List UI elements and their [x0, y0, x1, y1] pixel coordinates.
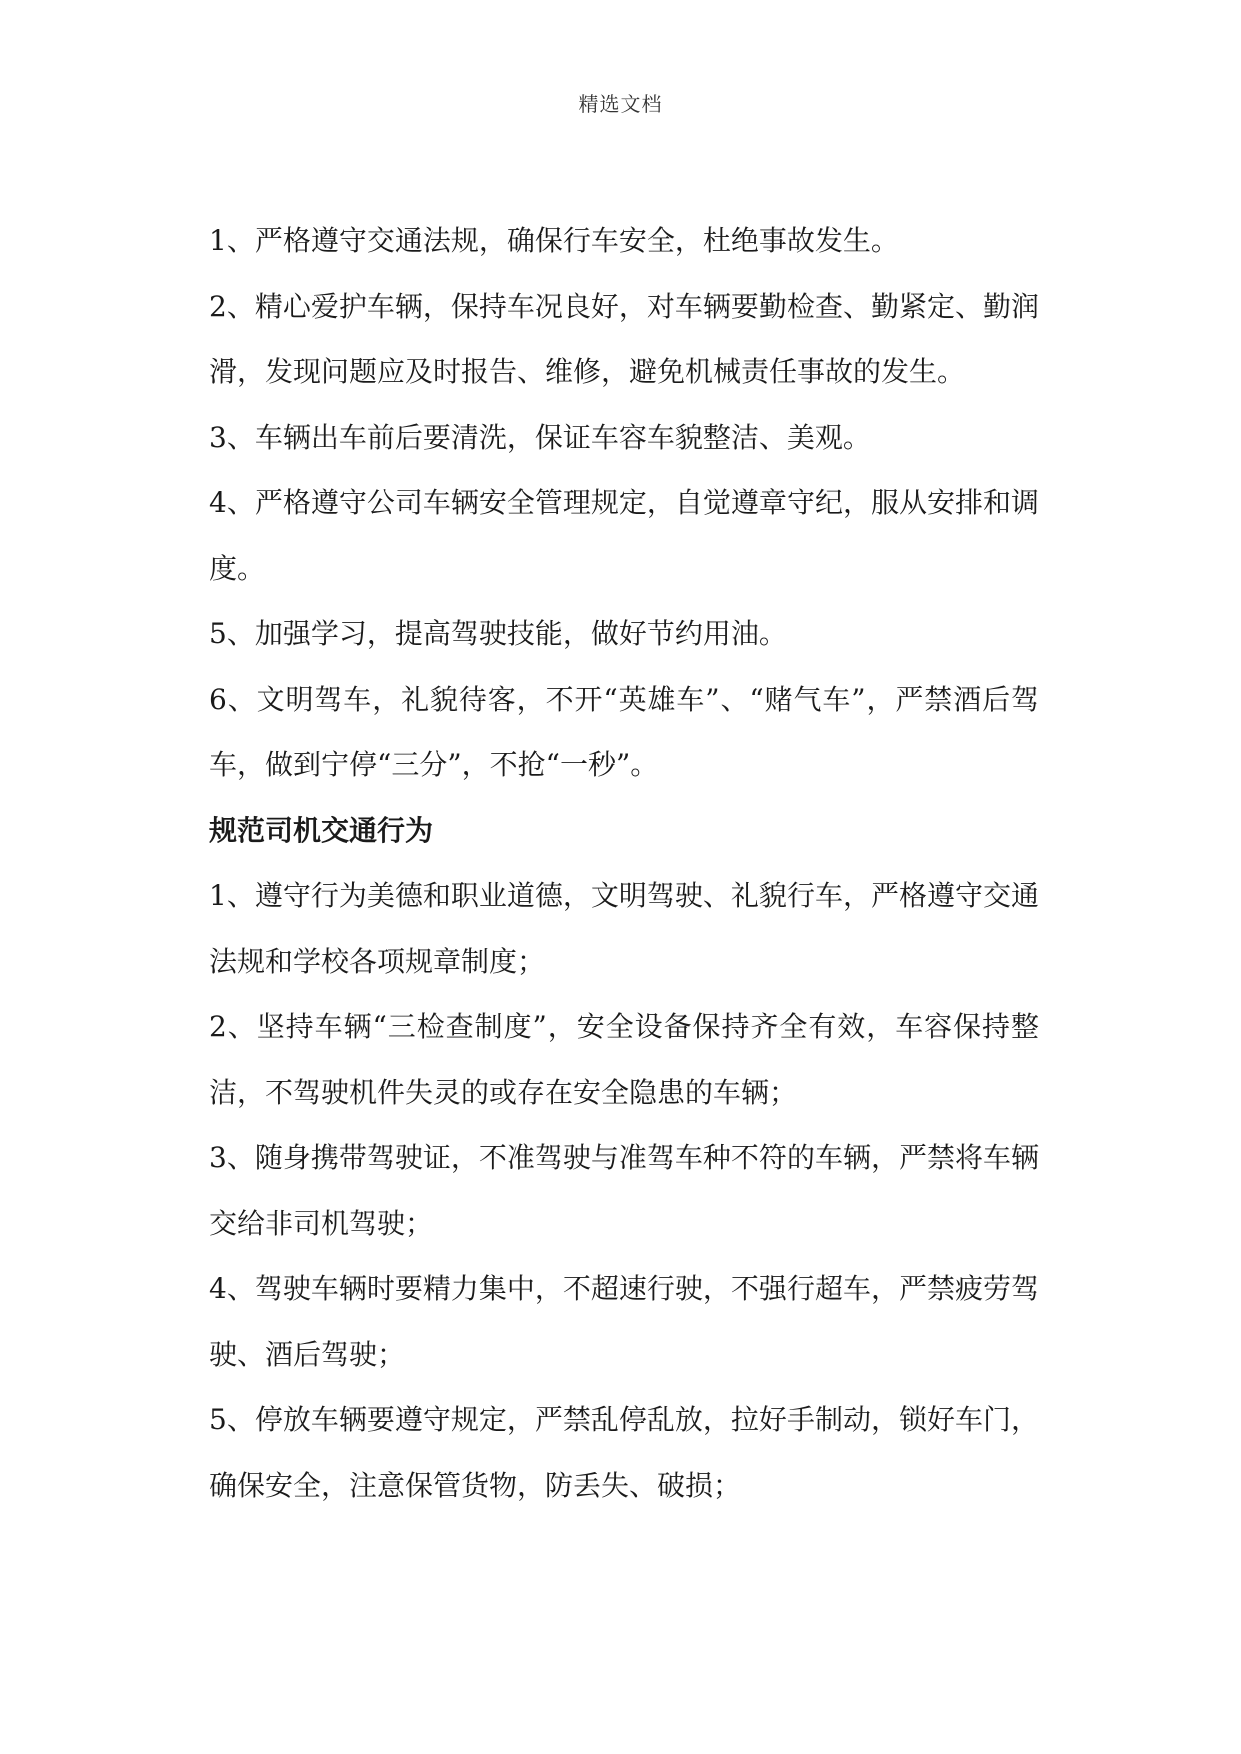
rule-item-2: 2、精心爱护车辆，保持车况良好，对车辆要勤检查、勤紧定、勤润滑，发现问题应及时报告、维修，避免机械责任事故的发生。 [209, 289, 1039, 388]
page-header: 精选文档 [578, 92, 663, 116]
behavior-item-1: 1、遵守行为美德和职业道德，文明驾驶、礼貌行车，严格遵守交通法规和学校各项规章制度； [209, 879, 1039, 978]
behavior-item-4: 4、驾驶车辆时要精力集中，不超速行驶，不强行超车，严禁疲劳驾驶、酒后驾驶； [209, 1272, 1039, 1371]
rule-item-4: 4、严格遵守公司车辆安全管理规定，自觉遵章守纪，服从安排和调度。 [209, 486, 1039, 585]
document-body [209, 208, 1039, 1518]
rule-item-1: 1、严格遵守交通法规，确保行车安全，杜绝事故发生。 [209, 224, 899, 257]
rule-item-6: 6、文明驾车，礼貌待客，不开“英雄车”、“赌气车”，严禁酒后驾车，做到宁停“三分”，不抢“一秒”。 [209, 682, 1039, 781]
rule-item-5: 5、加强学习，提高驾驶技能，做好节约用油。 [209, 617, 787, 650]
behavior-item-3: 3、随身携带驾驶证，不准驾驶与准驾车种不符的车辆，严禁将车辆交给非司机驾驶； [209, 1141, 1039, 1240]
behavior-item-5: 5、停放车辆要遵守规定，严禁乱停乱放，拉好手制动，锁好车门，确保安全，注意保管货物，防丢失、破损； [209, 1403, 1039, 1502]
behavior-item-2: 2、坚持车辆“三检查制度”，安全设备保持齐全有效，车容保持整洁，不驾驶机件失灵的或存在安全隐患的车辆； [209, 1010, 1039, 1109]
rule-item-3: 3、车辆出车前后要清洗，保证车容车貌整洁、美观。 [209, 420, 871, 454]
section-heading: 规范司机交通行为 [209, 813, 434, 847]
